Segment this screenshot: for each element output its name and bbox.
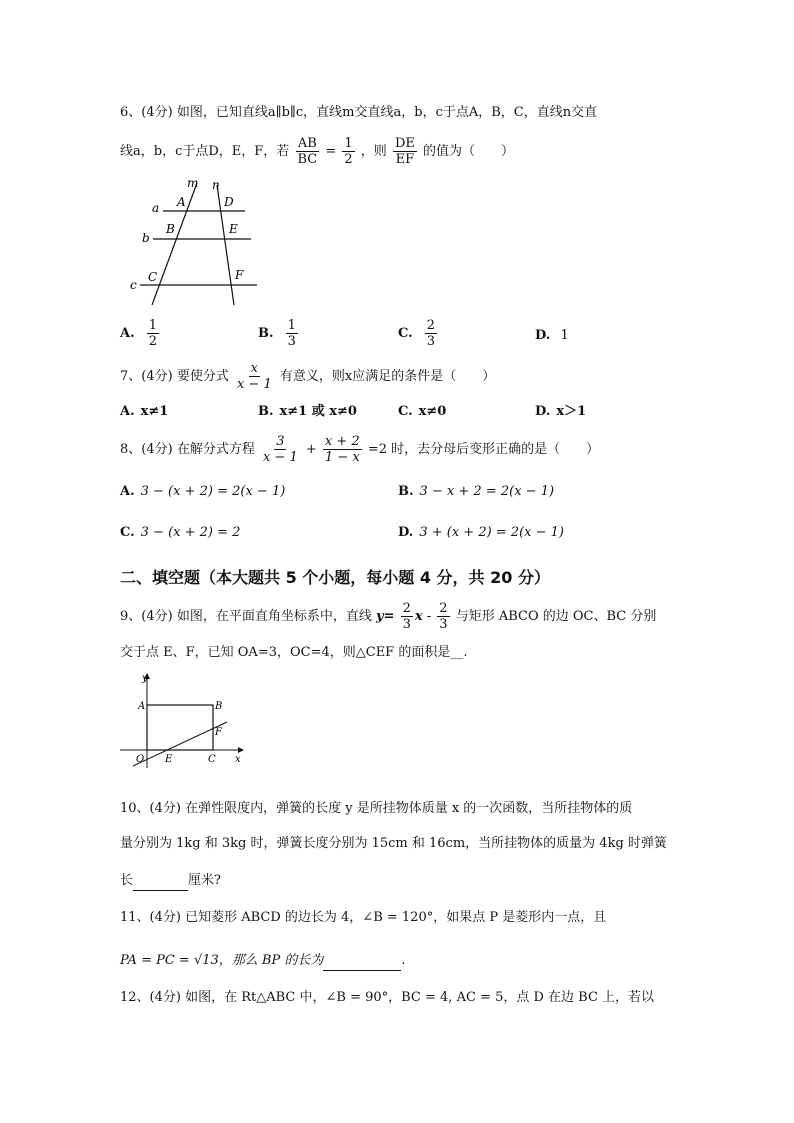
q8-fraction-2: [323, 434, 362, 465]
label-n: n: [212, 178, 220, 192]
q6-option-c[interactable]: [398, 318, 439, 349]
frac-numerator: 1: [287, 318, 296, 333]
q6-fraction-ab-bc: [295, 136, 319, 167]
q6-option-a[interactable]: [120, 318, 161, 349]
q11-line2: [120, 950, 405, 971]
option-text: x＞1: [556, 404, 587, 419]
label-c: c: [130, 278, 137, 292]
label-a: a: [152, 201, 160, 215]
label-x: x: [235, 754, 241, 765]
q10-line2: [120, 834, 667, 854]
label-A: A: [138, 701, 146, 712]
q10-text-1: 10、(4分) 在弹性限度内，弹簧的长度 y 是所挂物体质量 x 的一次函数，当所挂物体的质: [120, 801, 633, 816]
label-D: D: [224, 195, 234, 209]
q12-text-1: 12、(4分) 如图，在 Rt△ABC 中，∠B = 90°，BC = 4, AC = 5，点 D 在边 BC 上，若以: [120, 990, 655, 1005]
frac-numerator: 2: [402, 601, 411, 616]
option-label: D.: [535, 404, 551, 419]
q8-option-a[interactable]: [120, 482, 285, 502]
label-O: O: [136, 754, 145, 765]
q11-text-2-post: .: [401, 953, 406, 968]
option-label: C.: [398, 404, 413, 419]
q11-text-1: 11、(4分) 已知菱形 ABCD 的边长为 4，∠B = 120°，如果点 P 是菱形内一点，且: [120, 910, 607, 925]
q12-line1: [120, 988, 654, 1008]
q9-fraction-2: [437, 601, 449, 632]
option-label: C.: [398, 326, 413, 341]
answer-blank[interactable]: [323, 950, 401, 971]
minus-sign: -: [422, 609, 436, 624]
option-label: B.: [258, 326, 274, 341]
q8-text-post: =2 时，去分母后变形正确的是（ ）: [367, 442, 600, 457]
option-text: 1: [560, 328, 569, 343]
q7-option-d[interactable]: [535, 402, 586, 422]
option-text: x≠1 或 x≠0: [279, 404, 357, 419]
frac-denominator: x − 1: [262, 450, 298, 465]
q7-text-pre: 7、(4分) 要使分式: [120, 369, 229, 384]
option-label: B.: [258, 404, 274, 419]
frac-denominator: 3: [287, 334, 296, 349]
label-B: B: [166, 222, 175, 236]
q9-coordinate-figure: [115, 668, 250, 773]
option-fraction: [425, 318, 437, 349]
label-b: b: [142, 231, 150, 245]
option-label: C.: [120, 525, 135, 540]
label-y: y: [142, 673, 148, 684]
option-label: A.: [120, 484, 135, 499]
q7-line: [120, 360, 495, 394]
frac-denominator: 2: [148, 334, 158, 349]
label-C: C: [148, 270, 158, 284]
q6-option-b[interactable]: [258, 318, 300, 349]
frac-denominator: 2: [344, 152, 353, 167]
frac-denominator: 1 − x: [324, 450, 360, 465]
equals-sign: =: [325, 144, 337, 159]
q7-text-post: 有意义，则x应满足的条件是（ ）: [279, 369, 496, 384]
q6-option-d[interactable]: [535, 326, 569, 346]
frac-numerator: AB: [297, 136, 317, 151]
q6-text-1: 6、(4分) 如图，已知直线a∥b∥c，直线m交直线a，b，c于点A，B，C，直线n交直: [120, 105, 598, 120]
q6-line2: [120, 135, 514, 169]
q6-text-2: 线a，b，c于点D，E，F，若: [120, 144, 290, 159]
q8-option-d[interactable]: [398, 523, 564, 543]
q11-text-2-pre: PA = PC = √13，那么 BP 的长为: [120, 953, 324, 968]
equals-sign: =: [383, 609, 395, 624]
option-fraction: [286, 318, 298, 349]
q8-option-c[interactable]: [120, 523, 240, 543]
option-label: D.: [398, 525, 414, 540]
q6-fraction-de-ef: [393, 136, 417, 167]
frac-numerator: 1: [344, 136, 353, 151]
q9-text-2: 交于点 E、F，已知 OA=3，OC=4，则△CEF 的面积是__.: [120, 645, 468, 660]
frac-denominator: 3: [402, 617, 411, 632]
q9-y: y: [375, 609, 384, 624]
q9-x: x: [414, 609, 423, 624]
q8-line: [120, 432, 599, 468]
q10-text-2: 量分别为 1kg 和 3kg 时，弹簧长度分别为 15cm 和 16cm，当所挂物体的质量为 4kg 时弹簧: [120, 836, 667, 851]
q9-line1: [120, 598, 656, 636]
q7-option-b[interactable]: [258, 402, 357, 422]
q10-line3: [120, 870, 221, 891]
option-label: A.: [120, 404, 135, 419]
frac-numerator: x + 2: [324, 434, 360, 449]
label-F: F: [235, 268, 244, 282]
q9-line2: [120, 643, 467, 663]
label-E: E: [165, 754, 173, 765]
frac-denominator: 3: [426, 334, 436, 349]
option-text: 3 − (x + 2) = 2: [140, 525, 241, 540]
frac-denominator: BC: [297, 152, 318, 167]
frac-denominator: x − 1: [236, 377, 272, 392]
option-label: B.: [398, 484, 414, 499]
option-label: A.: [120, 326, 135, 341]
q8-option-b[interactable]: [398, 482, 554, 502]
frac-numerator: 2: [426, 318, 436, 333]
option-fraction: [147, 318, 159, 349]
label-E: E: [229, 222, 238, 236]
q6-text-post: 的值为（ ）: [423, 144, 515, 159]
frac-denominator: 3: [439, 617, 448, 632]
q9-text-pre: 9、(4分) 如图，在平面直角坐标系中，直线: [120, 609, 372, 624]
frac-numerator: 1: [148, 318, 158, 333]
frac-numerator: DE: [394, 136, 415, 151]
frac-numerator: 2: [439, 601, 448, 616]
q7-option-a[interactable]: [120, 402, 168, 422]
label-m: m: [187, 176, 199, 190]
q9-text-post: 与矩形 ABCO 的边 OC、BC 分别: [455, 609, 657, 624]
q6-parallel-lines-figure: [125, 175, 265, 310]
q6-line1: [120, 103, 597, 123]
q7-fraction: [235, 361, 274, 392]
q8-fraction-1: [261, 434, 300, 465]
q8-text-pre: 8、(4分) 在解分式方程: [120, 442, 255, 457]
option-text: 3 − x + 2 = 2(x − 1): [419, 484, 555, 499]
frac-numerator: x: [250, 361, 259, 376]
answer-blank[interactable]: [133, 870, 188, 891]
label-C: C: [208, 754, 216, 765]
section-heading-fill-in: 二、填空题（本大题共 5 个小题，每小题 4 分，共 20 分）: [120, 568, 550, 587]
frac-denominator: EF: [395, 152, 415, 167]
q10-line1: [120, 799, 632, 819]
q11-line1: [120, 908, 606, 928]
rectangle-abco: [147, 705, 213, 750]
q6-text-mid: ，则: [360, 144, 387, 159]
q10-text-3-pre: 长: [120, 873, 134, 888]
q9-fraction-1: [401, 601, 413, 632]
label-A: A: [177, 195, 186, 209]
option-text: x≠1: [140, 404, 169, 419]
label-B: B: [215, 701, 223, 712]
option-text: x≠0: [418, 404, 447, 419]
label-F: F: [215, 727, 222, 738]
plus-sign: +: [305, 442, 317, 457]
frac-numerator: 3: [276, 434, 285, 449]
q6-fraction-half: [342, 136, 354, 167]
q10-text-3-post: 厘米?: [188, 873, 221, 888]
option-label: D.: [535, 328, 551, 343]
option-text: 3 − (x + 2) = 2(x − 1): [140, 484, 286, 499]
q7-option-c[interactable]: [398, 402, 446, 422]
option-text: 3 + (x + 2) = 2(x − 1): [419, 525, 565, 540]
